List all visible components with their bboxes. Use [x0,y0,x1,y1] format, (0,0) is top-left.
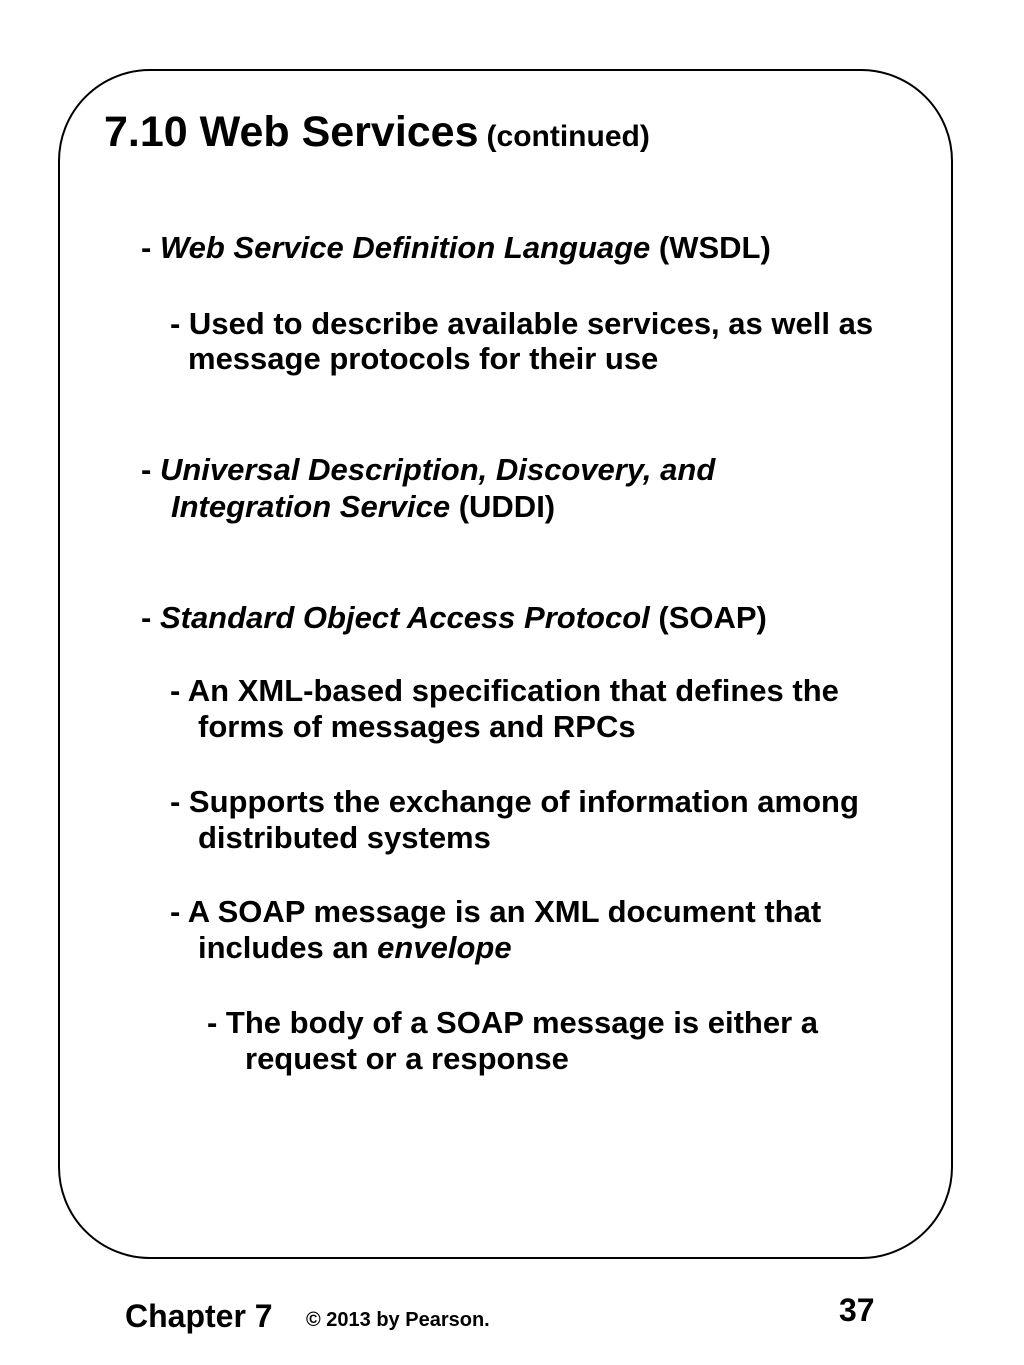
soap-point3-line1: - A SOAP message is an XML document that [170,894,822,929]
uddi-abbr: (UDDI) [450,489,556,524]
soap-heading [141,600,767,636]
wsdl-dash: - [141,230,160,265]
soap-point3-prefix: includes an [198,930,378,965]
footer-copyright: © 2013 by Pearson. [306,1309,490,1331]
title-suffix: (continued) [486,120,650,153]
soap-subpoint-line2: request or a response [245,1041,569,1076]
uddi-heading-line1 [141,452,715,488]
soap-point2-line2: distributed systems [198,820,491,855]
uddi-heading-line2 [171,489,555,525]
footer-chapter: Chapter 7 [125,1298,273,1334]
wsdl-heading [141,230,771,266]
wsdl-detail-line1: - Used to describe available services, as well as [170,306,874,341]
wsdl-abbr: (WSDL) [650,230,771,265]
soap-point1-line1: - An XML-based specification that defines the [170,673,839,708]
wsdl-detail-line2: message protocols for their use [188,341,659,376]
soap-point3-line2 [198,930,512,966]
soap-dash: - [141,600,160,635]
soap-point2-line1: - Supports the exchange of information among [170,784,859,819]
uddi-name-line1: Universal Description, Discovery, and [159,452,716,487]
page-number: 37 [839,1292,875,1328]
wsdl-name: Web Service Definition Language [159,230,651,265]
soap-subpoint-line1: - The body of a SOAP message is either a [207,1005,819,1040]
soap-abbr: (SOAP) [649,600,767,635]
soap-name: Standard Object Access Protocol [159,600,650,635]
title-text: 7.10 Web Services [104,108,479,156]
uddi-dash: - [141,452,160,487]
soap-point1-line2: forms of messages and RPCs [198,709,636,744]
soap-envelope-term: envelope [377,930,512,965]
uddi-name-line2: Integration Service [171,489,451,524]
slide-title [104,106,650,163]
